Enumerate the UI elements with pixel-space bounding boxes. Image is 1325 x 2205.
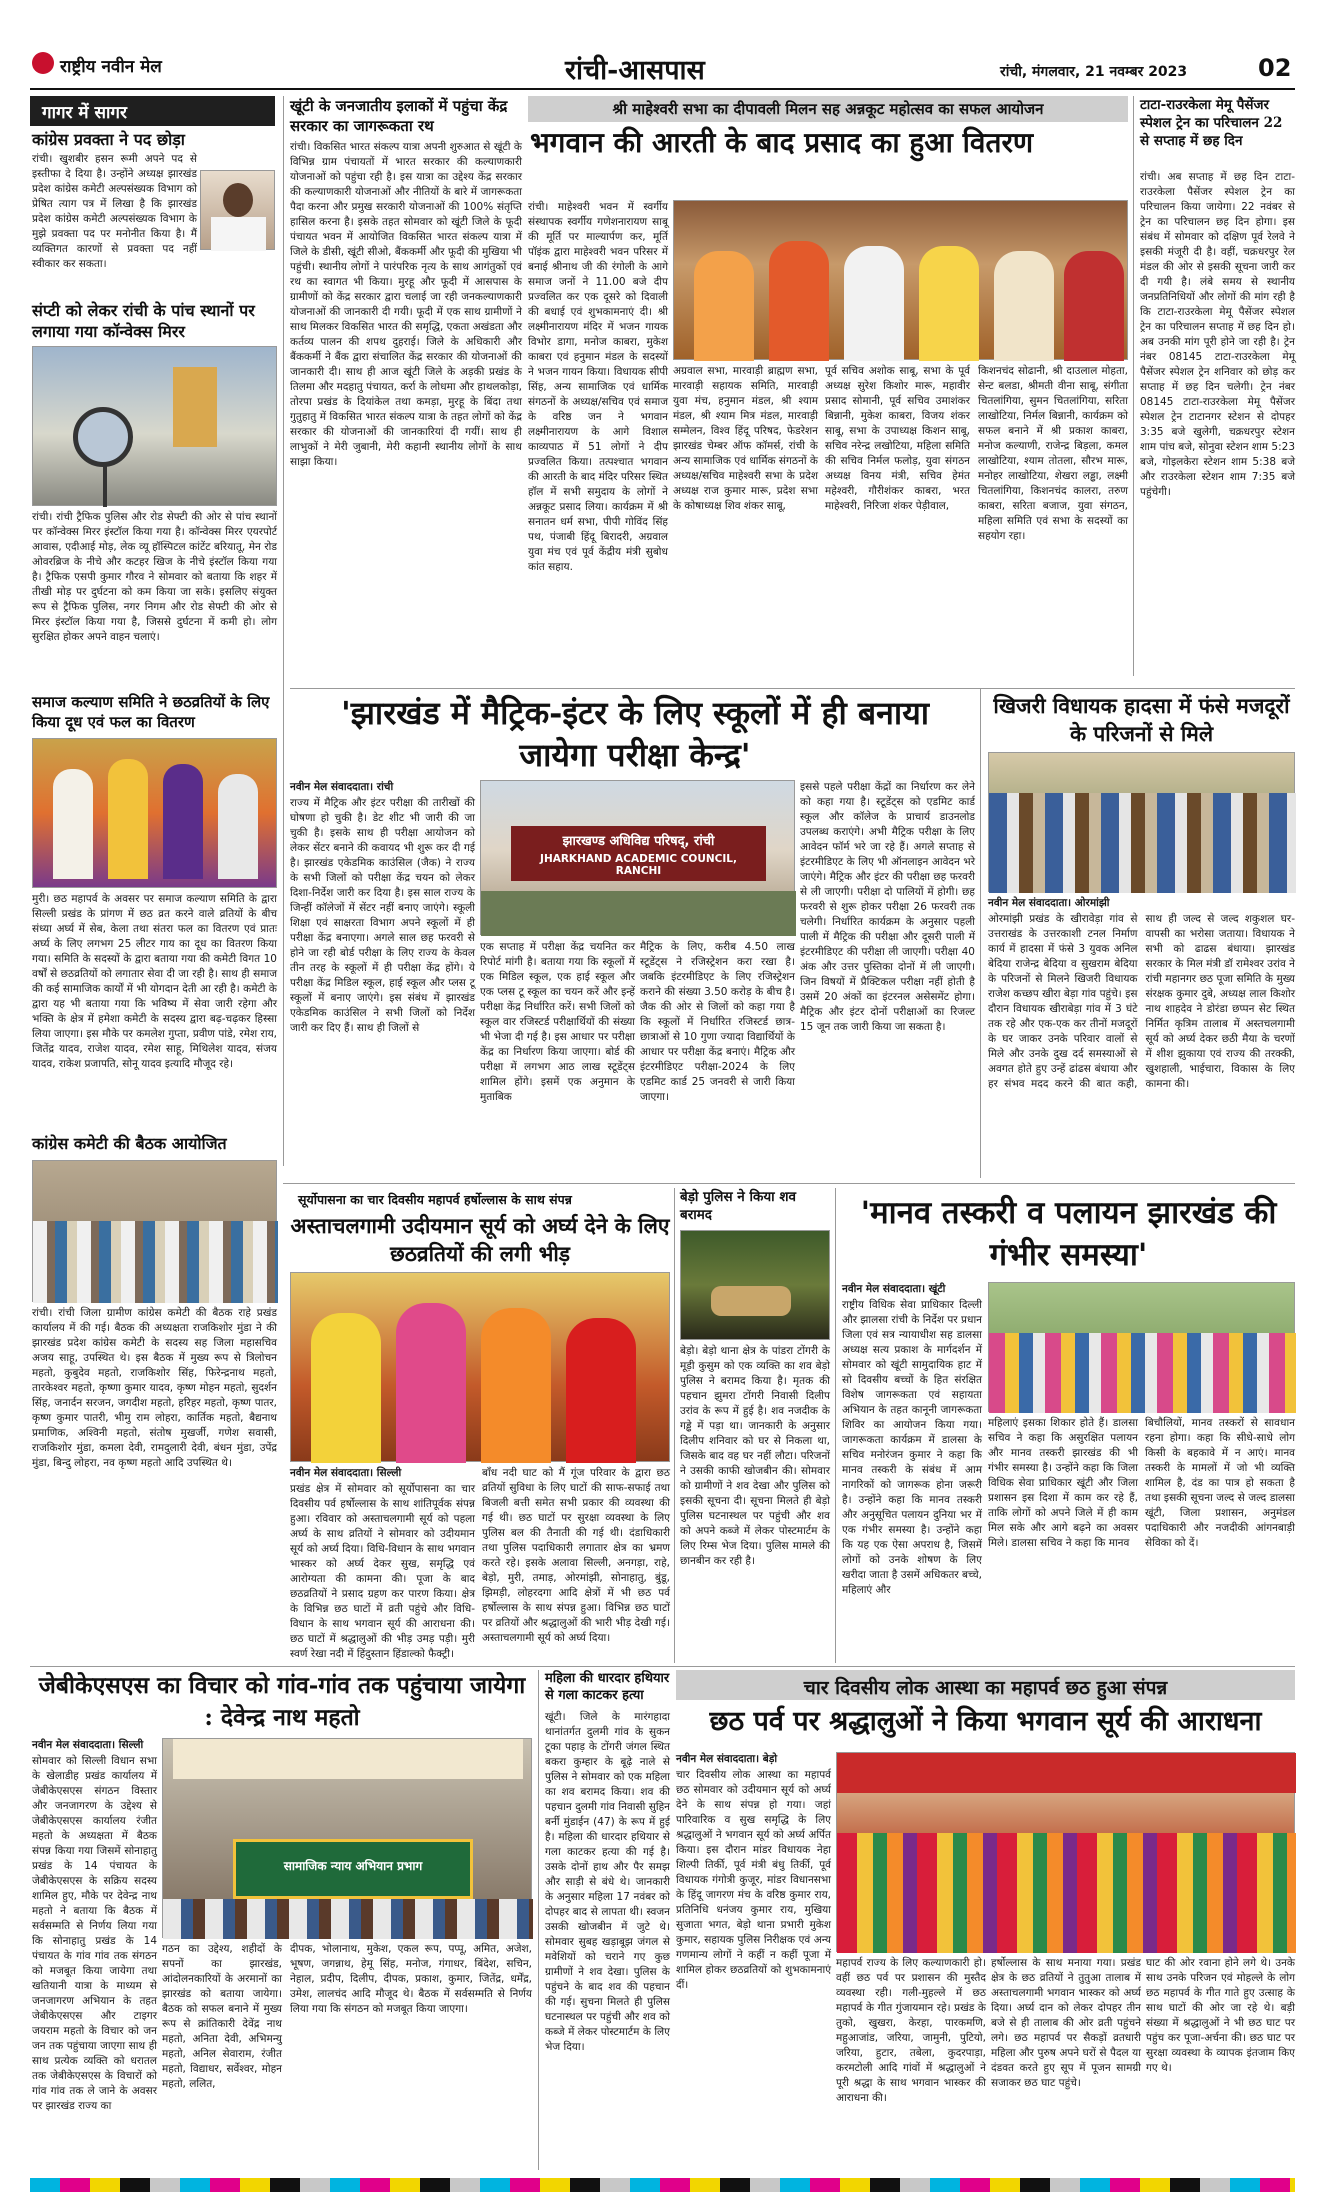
s4-headline: कांग्रेस कमेटी की बैठक आयोजित xyxy=(32,1134,227,1153)
bero-photo xyxy=(680,1230,830,1340)
s1-body: रांची। खुशबीर हसन रूमी अपने पद से इस्तीफा दे दिया है। उन्होंने अध्यक्ष झारखंड प्रदेश कांग्रेस कमेटी अल्पसंख्यक विभाग को प्रेषित त्याग पत्र में लिखा है कि झारखंड प्रदेश कांग्रेस कमेटी अल्पसंख्यक विभाग के मुझे प्रवक्ता पद पर मनोनीत किया है। मैं व्यक्तिगत कारणों से प्रवक्ता पद नहीं स्वीकार कर सकता। xyxy=(32,153,197,270)
fruit-distribution-photo xyxy=(32,738,277,888)
s2-headline: संप्टी को लेकर रांची के पांच स्थानों पर लगाया गया कॉन्वेक्स मिरर xyxy=(32,301,255,341)
trafficking-body-c: बिचौलियों, मानव तस्करों से सावधान रहना होगा। कहा कि सीधे-साधे लोग किसी के बहकावे में न आएं। मानव तस्करी के मामलों में जो भी व्यक्ति शामिल है, दंड का पात्र हो सकता है तथा इसकी सूचना जल्द से जल्द डालसा खूंटी, जिला प्रशासन, अनुमंडल पदाधिकारी और नजदीकी आंगनबाड़ी सेविका को दें। xyxy=(1145,1417,1295,1549)
lead-body-a: राज्य में मैट्रिक और इंटर परीक्षा की तारीखों की घोषणा हो चुकी है। डेट शीट भी जारी की जा चुकी है। इसके साथ ही परीक्षा आयोजन को लेकर सेंटर बनाने की कवायद भी शुरू कर दी गई है। झारखंड एकेडमिक काउंसिल (जैक) ने राज्य के सभी जिलों को परीक्षा केंद्र चयन को लेकर दिशा-निर्देश जारी कर दिया है। इस साल राज्य के जिन्हीं कॉलेजों में सेंटर नहीं बनाए जाएंगे। स्कूली शिक्षा एवं साक्षरता विभाग अपने स्कूलों में ही परीक्षा केंद्र बनाएगा। अगले साल छह फरवरी से होने जा रही बोर्ड परीक्षा के लिए राज्य के केवल तीन तरह के स्कूलों में ही परीक्षा केंद्र होंगे। ये परीक्षा केंद्र मिडिल स्कूल, हाई स्कूल और प्लस टू स्कूलों में बनाए जाएंगे। इस संबंध में झारखंड एकेडमिक काउंसिल ने सभी जिलों को निर्देश जारी कर दिए हैं। साथ ही जिलों से xyxy=(290,797,475,1034)
portrait-photo xyxy=(200,170,275,250)
s1-headline: कांग्रेस प्रवक्ता ने पद छोड़ा xyxy=(32,130,185,149)
lead-body-b: एक सप्ताह में परीक्षा केंद्र चयनित कर रिपोर्ट मांगी है। बताया गया कि स्कूलों में एक मिडिल स्कूल, एक हाई स्कूल और एक प्लस टू स्कूल का चयन करें और इन्हें परीक्षा केंद्र निर्धारित करें। सभी जिलों को स्कूल वार रजिस्टर्ड परीक्षार्थियों की संख्या भी भेजा दी गई है। इस आधार पर परीक्षा केंद्र का निर्धारण किया जाएगा। बोर्ड की परीक्षा में लगभग आठ लाख स्टूडेंट्स शामिल होंगे। इसमें एक अनुमान के मुताबिक xyxy=(480,941,635,1103)
maheshwari-body-mid: अग्रवाल सभा, मारवाड़ी ब्राह्मण सभा, मारवाड़ी सहायक समिति, मारवाड़ी युवा मंच, हनुमान मंडल, श्री श्याम मंडल, श्री श्याम मित्र मंडल, मारवाड़ी सम्मेलन, विश्व हिंदू परिषद, फेडरेशन झारखंड चेम्बर ऑफ कॉमर्स, रांची के अन्य सामाजिक एवं धार्मिक संगठनों के अध्यक्ष/सचिव माहेश्वरी सभा के प्रदेश अध्यक्ष राज कुमार मारू, प्रदेश सभा के कोषाध्यक्ष शिव शंकर साबू, xyxy=(673,365,818,512)
chhath2-body-a: चार दिवसीय लोक आस्था का महापर्व छठ सोमवार को उदीयमान सूर्य को अर्घ्य देने के साथ संपन्न हो गया। जहां पारिवारिक व सुख समृद्धि के लिए श्रद्धालुओं ने भगवान सूर्य को अर्घ्य अर्पित किया। इस दौरान मांडर विधायक नेहा शिल्पी तिर्की, पूर्व मंत्री बंधु तिर्की, पूर्व विधायक गंगोत्री कुजूर, मांडर विधानसभा के हिंदू जागरण मंच के वरिष्ठ कुमार राय, प्रतिनिधि धनंजय कुमार राय, मुखिया सुजाता भगत, बेड़ो थाना प्रभारी मुकेश कुमार, सहायक पुलिस निरीक्षक एवं अन्य गणमान्य लोगों ने कहीं न कहीं पूजा में शामिल होकर छठव्रतियों को शुभकामनाएं दीं। xyxy=(676,1769,831,1991)
murder-headline: महिला की धारदार हथियार से गला काटकर हत्या xyxy=(545,1671,670,1703)
chhath2-body-c: हर्षोल्लास के साथ मनाया गया। प्रखंड क्षेत्र के छठ व्रतियों ने तुतुआ तालाब में अस्ताचलगामी भगवान भास्कर को अर्घ्य दिया। अर्घ्य दान को लेकर दोपहर तीन बजे से ही तालाब की ओर व्रती पहुंचने लगे। छठ महापर्व पर सैकड़ों व्रतधारी महिला और पुरुष अपने घरों से पैदल या दंडवत करते हुए सूप में पूजन सामग्री सजाकर छठ घाट पहुंचे। xyxy=(991,1957,1141,2089)
s3-body: मुरी। छठ महापर्व के अवसर पर समाज कल्याण समिति के द्वारा सिल्ली प्रखंड के प्रांगण में छठ व्रत करने वाले व्रतियों के बीच संध्या अर्घ्य में सेब, केला तथा संतरा फल का वितरण एवं प्रातः अर्घ्य के लिए लगभग 25 लीटर गाय का दूध का वितरण किया गया। समिति के सदस्यों के द्वारा बताया गया की कमेटी विगत 10 वर्षों से छठव्रतियों को लगातार सेवा दी जा रही है। साथ ही समाज की कई सामाजिक कार्यों में भी योगदान देती आ रही है। कमेटी के द्वारा यह भी बताया गया कि भविष्य में सेवा जारी रहेगा और भक्ति के क्षेत्र में हमेशा कमेटी के सदस्य द्वारा बढ़-चढ़कर हिस्सा लिया जाएगा। इस मौके पर कमलेश गुप्ता, प्रवीण पांडे, रमेश राय, जितेंद्र यादव, राजेश यादव, रमेश साहू, मिथिलेश यादव, संजय यादव, राकेश प्रजापति, सोनू यादव इत्यादि मौजूद रहे। xyxy=(32,893,277,1070)
chhath2-body-b: महापर्व राज्य के लिए कल्याणकारी हो। वहीं छठ पर्व पर प्रशासन की मुस्तैद व्यवस्था रही। गली-मुहल्ले में छठ महापर्व के गीत गुंजायमान रहे। प्रखंड के तुको, खुखरा, केरहा, पारकमणि, महुआजांड, जरिया, जामुनी, पुटियो, जरिया, हुटार, तबेला, कुदरपाड़ा, करमटोली आदि गांवों में श्रद्धालुओं ने पूरी श्रद्धा के साथ भगवान भास्कर की आराधना की। xyxy=(836,1957,986,2104)
header-rule xyxy=(30,88,1295,90)
chhath-body-a: प्रखंड क्षेत्र में सोमवार को सूर्योपासना का चार दिवसीय पर्व हर्षोल्लास के साथ शांतिपूर्वक संपन्न हुआ। रविवार को अस्ताचलगामी सूर्य को पहला अर्घ्य के साथ व्रतियों ने सोमवार को उदीयमान सूर्य को अर्घ्य दिया। विधि-विधान के साथ भगवान भास्कर को अर्घ्य देकर सुख, समृद्धि एवं आरोग्यता की कामना की। पूजा के बाद छठव्रतियों ने प्रसाद ग्रहण कर पारण किया। क्षेत्र के विभिन्न छठ घाटों में व्रती पहुंचे और विधि-विधान के साथ भगवान सूर्य की आराधना की। छठ घाटों में श्रद्धालुओं की भीड़ उमड़ पड़ी। मुरी स्वर्ण रेखा नदी में हिंदुस्तान हिंडाल्को फैक्ट्री। xyxy=(290,1483,475,1660)
maheshwari-headline: भगवान की आरती के बाद प्रसाद का हुआ वितरण xyxy=(530,126,1034,159)
trafficking-photo xyxy=(988,1282,1295,1412)
lead-body-d: इससे पहले परीक्षा केंद्रों का निर्धारण कर लेने को कहा गया है। स्टूडेंट्स को एडमिट कार्ड स्कूल और कॉलेज के प्राचार्य डाउनलोड उपलब्ध कराएंगे। अभी मैट्रिक परीक्षा के लिए आवेदन फॉर्म भरे जा रहे हैं। अगले सप्ताह से इंटरमीडिएट के लिए भी ऑनलाइन आवेदन भरे जाएंगे। मैट्रिक और इंटर की परीक्षा छह फरवरी से ली जाएगी। परीक्षा दो पालियों में होगी। छह फरवरी से शुरू होकर परीक्षा 26 फरवरी तक चलेगी। निर्धारित कार्यक्रम के अनुसार पहली पाली में मैट्रिक की परीक्षा और दूसरी पाली में इंटरमीडिएट की परीक्षा ली जाएगी। परीक्षा 40 अंक और उत्तर पुस्तिका दोनों में ली जाएगी। जिन विषयों में प्रैक्टिकल परीक्षा नहीं होती है उसमें 20 अंकों का इंटरनल असेसमेंट होगा। मैट्रिक और इंटर दोनों परीक्षाओं का रिजल्ट 15 जून तक जारी किया जा सकता है। xyxy=(800,781,975,1033)
s2-body: रांची। रांची ट्रैफिक पुलिस और रोड सेफ्टी की ओर से पांच स्थानों पर कॉन्वेक्स मिरर इंस्टॉल किया गया है। कॉन्वेक्स मिरर एयरपोर्ट आवास, एदीआई मोड़, लेक व्यू हॉस्पिटल कांटेंट बरियातू, मेन रोड ओवरब्रिज के नीचे और कटहर खिज के नीचे इंस्टॉल किया गया है। ट्रैफिक एसपी कुमार गौरव ने सोमवार को बताया कि शहर में तीखी मोड़ पर दुर्घटना को कम किया जा सके। इसलिए संयुक्त रूप से ट्रैफिक पुलिस, नगर निगम और रोड सेफ्टी की ओर से मिरर इंस्टॉल किया गया है, जिससे दुर्घटना में कमी हो। लोग सुरक्षित होकर अपने वाहन चलाएं। xyxy=(32,511,277,643)
dateline: रांची, मंगलवार, 21 नवम्बर 2023 xyxy=(1000,64,1188,80)
maheshwari-photo xyxy=(673,200,1128,360)
train-headline: टाटा-राउरकेला मेमू पैसेंजर स्पेशल ट्रेन का परिचालन 22 से सप्ताह में छह दिन xyxy=(1140,97,1283,149)
chhath-byline: नवीन मेल संवाददाता। सिल्ली xyxy=(290,1467,402,1479)
paper-name: राष्ट्रीय नवीन मेल xyxy=(60,57,162,77)
mirror-photo xyxy=(32,346,277,506)
s3-headline: समाज कल्याण समिति ने छठव्रतियों के लिए किया दूध एवं फल का वितरण xyxy=(32,693,270,731)
page-title: रांची-आसपास xyxy=(565,55,705,86)
jbkss-body-b: गठन का उद्देश्य, शहीदों के सपनों का झारखंड, आंदोलनकारियों के अरमानों का झारखंड को बताया जायेगा। बैठक को सफल बनाने में मुख्य रूप से क्रांतिकारी देवेंद्र नाथ महतो, अनिता देवी, अभिमन्यु महतो, अनिल सेवाराम, रंजीत महतो, विद्याधर, सर्वेश्वर, मोहन महतो, ललित, xyxy=(162,1943,282,2090)
maheshwari-body-far: किशनचंद सोढानी, श्री दाउलाल मोहता, सेन्ट बलडा, श्रीमती वीना साबू, संगीता चितलांगिया, सुमन चितलांगिया, सरिता लाखोटिया, निर्मल बिन्नानी, कार्यक्रम को सफल बनाने में श्री प्रकाश काबरा, मनोज कल्याणी, राजेन्द्र बिड़ला, कमल लाखोटिया, श्याम तोतला, सौरभ मारू, मनोहर लाखोटिया, शेखरा लड्ढा, लक्ष्मी चितलांगिया, किशनचंद कालरा, तरुण काबरा, सरिता बजाज, युवा संगठन, महिला समिति एवं सभा के सदस्यों का सहयोग रहा। xyxy=(978,365,1128,542)
lead-body-c: मैट्रिक के लिए, करीब 4.50 लाख स्टूडेंट्स ने रजिस्ट्रेशन करा रखा है। जबकि इंटरमीडिएट के लिए रजिस्ट्रेशन कराने की संख्या 3.50 करोड़ के बीच है। जैक की ओर से जिलों को कहा गया है कि स्कूलों में निर्धारित रजिस्टर्ड छात्र-छात्राओं से 10 गुणा ज्यादा विद्यार्थियों के आधार पर परीक्षा केंद्र बनाएं। मैट्रिक और इंटरमीडिएट परीक्षा-2024 के लिए एडमिट कार्ड 25 जनवरी से जारी किया जाएगा। xyxy=(640,941,795,1103)
jbkss-body-a: सोमवार को सिल्ली विधान सभा के खेलाडीह प्रखंड कार्यालय में जेबीकेएसएस संगठन विस्तार और जनजागरण के उद्देश्य से जेबीकेएसएस कार्यालय रंजीत महतो के अध्यक्षता में बैठक संपन्न किया गया जिसमें सोनाहातु प्रखंड के 14 पंचायत के जेबीकेएसएस के सक्रिय सदस्य शामिल हुए, मौके पर देवेन्द्र नाथ महतो ने बताया कि बैठक में सर्वसम्मति से निर्णय लिया गया कि सोनाहातु प्रखंड के 14 पंचायत के गांव गांव तक संगठन को मजबूत किया जायेगा तथा खतियानी यात्रा के माध्यम से जनजागरण अभियान के तहत जेबीकेएसएस और टाइगर जयराम महतो के विचार को जन जन तक पहुंचाया जाएगा साथ ही साथ प्रत्येक व्यक्ति को धरातल तक जेबीकेएसएस के विचारों को गांव गांव तक ले जाने के अवसर पर झारखंड राज्य का xyxy=(32,1755,157,2112)
maheshwari-body-left: रांची। माहेश्वरी भवन में स्वर्गीय संस्थापक स्वर्गीय गणेशनारायण साबू की मूर्ति पर माल्यार्पण कर, मूर्ति पॉइंक द्वारा माहेश्वरी भवन परिसर में बनाई श्रीनाथ जी की रंगोली के आगे समाज जनों ने 11.00 बजे दीप प्रज्वलित कर एक दूसरे को दिवाली की बधाई एवं शुभकामनाएं दी। श्री लक्ष्मीनारायण मंदिर में भजन गायक विभोर डागा, मनोज काबरा, मुकेश काबरा एवं हनुमान मंडल के सदस्यों ने भजन गायन किया। विधायक सीपी सिंह, अन्य सामाजिक एवं धार्मिक संगठनों के अध्यक्ष/सचिव एवं समाज के वरिष्ठ जन ने भगवान लक्ष्मीनारायण के आगे विशाल काव्यपाठ में 51 लोगों ने दीप प्रज्वलित किया। तत्पश्चात भगवान की आरती के बाद मंदिर परिसर स्थित हॉल में सभी समुदाय के लोगों ने अन्नकूट प्रसाद लिया। कार्यक्रम में श्री सनातन धर्म सभा, पीपी गोविंद सिंह पथ, पंजाबी हिंदू बिरादरी, अग्रवाल युवा मंच एवं पूर्व केंद्रीय मंत्री सुबोध कांत सहाय. xyxy=(528,201,668,573)
maheshwari-body-right: पूर्व सचिव अशोक साबू, सभा के पूर्व अध्यक्ष सुरेश किशोर मारू, महावीर प्रसाद सोमानी, पूर्व सचिव उमाशंकर बिन्नानी, मुकेश काबरा, विजय शंकर साबू, सभा के उपाध्यक्ष किशन साबू, सचिव नरेन्द्र लखोटिया, महिला समिति की सचिव निर्मल फलोड़, युवा संगठन अध्यक्ष विनय मंत्री, सचिव हेमंत महेश्वरी, गौरीशंकर काबरा, भरत माहेश्वरी, निरिजा शंकर पेड़ीवाल, xyxy=(825,365,970,512)
jbkss-banner-text: सामाजिक न्याय अभियान प्रभाग xyxy=(283,1859,423,1873)
trafficking-body-b: महिलाएं इसका शिकार होते हैं। डालसा सचिव ने कहा कि असुरक्षित पलायन और मानव तस्करी झारखंड की भी गंभीर समस्या है। उन्होंने कहा कि जिला विधिक सेवा प्राधिकार खूंटी और जिला प्रशासन इस दिशा में काम कर रहे हैं, ताकि लोगों को अपने जिले में ही काम मिल सके और आगे बढ़ने का अवसर मिले। डालसा सचिव ने कहा कि मानव xyxy=(988,1417,1138,1549)
khijri-photo xyxy=(988,752,1295,892)
jac-sign-hindi: झारखण्ड अधिविद्य परिषद्, रांची xyxy=(562,834,715,849)
trafficking-headline: 'मानव तस्करी व पलायन झारखंड की गंभीर समस्या' xyxy=(860,1195,1277,1273)
page-number: 02 xyxy=(1258,54,1292,82)
color-strip xyxy=(30,2178,1295,2192)
murder-body: खूंटी। जिले के मारंगहादा थानांतर्गत दुलमी गांव के सुकन टूका पहाड़ के टोंगरी जंगल स्थित बकरा कुम्हार के बूढ़े नाले से पुलिस ने सोमवार को एक महिला का शव बरामद किया। शव की पहचान दुलमी गांव निवासी सुहिन बर्नी मुंडाईन (47) के रूप में हुई है। महिला की धारदार हथियार से गला काटकर हत्या की गई है। उसके दोनों हाथ और पैर समझ और साड़ी से बंधे थे। जानकारी के अनुसार महिला 17 नवंबर को दोपहर बाद से लापता थी। स्वजन उसकी खोजबीन में जुटे थे। सोमवार सुबह खड़ाबूझ जंगल से मवेशियों को चराने गए कुछ ग्रामीणों ने शव देखा। पुलिस के पहुंचने के बाद शव की पहचान की गई। सुचना मिलते ही पुलिस घटनास्थल पर पहुंची और शव को कब्जे में लेकर पोस्टमार्टम के लिए भेज दिया। xyxy=(545,1711,670,2053)
chhath-photo xyxy=(290,1272,670,1462)
khijri-body: ओरमांझी प्रखंड के खीरावेड़ा गांव से उत्तराखंड के उत्तरकाशी टनल निर्माण कार्य में हादसा में फंसे 3 युवक अनिल बेदिया राजेन्द्र बेदिया व सुखराम बेदिया के परिजनों से मिलने खिजरी विधायक राजेश कच्छप खीरा बेड़ा गांव पहुंचे। इस दौरान विधायक खीराबेड़ा गांव में 3 घंटे तक रहे और एक-एक कर तीनों मजदूरों के घर जाकर उनके परिवार वालों से मिले और उनके दुख दर्द समस्याओं से अवगत होते हुए उन्हें ढांढस बंधाया और हर संभव मदद करने की बात कही, साथ ही जल्द से जल्द शकुशल घर-वापसी का भरोसा जताया। विधायक ने सभी को ढाढस बंधाया। झारखंड सरकार के मिल मंत्री डॉ रामेश्वर उरांव ने रांची महानगर छठ पूजा समिति के मुख्य संरक्षक कुमार दुबे, अध्यक्ष लाल किशोर नाथ शाहदेव ने डोरंडा छप्पन सेट स्थित निर्मित कृत्रिम तालाब में अस्तचलगामी सूर्य को अर्घ्य देकर छठी मैया के चरणों में शीश झुकाया एवं राज्य की तरक्की, खुशहाली, भाईचारा, विकास के लिए कामना की। xyxy=(988,913,1295,1090)
chhath-kicker: सूर्योपासना का चार दिवसीय महापर्व हर्षोल्लास के साथ संपन्न xyxy=(290,1188,670,1210)
jbkss-photo xyxy=(162,1738,532,1938)
bero-headline: बेड़ो पुलिस ने किया शव बरामद xyxy=(680,1189,797,1223)
chhath-headline: अस्ताचलगामी उदीयमान सूर्य को अर्घ्य देने के लिए छठव्रतियों की लगी भीड़ xyxy=(290,1213,670,1266)
section-banner: गागर में सागर xyxy=(30,96,275,126)
chhath2-body-d: घाट की ओर रवाना होने लगे थे। उनके साथ उनके परिजन एवं मोहल्ले के लोग छठ महापर्व के गीत गाते हुए उत्साह के साथ घाटों की ओर जा रहे थे। बड़ी संख्या में श्रद्धालुओं ने भी छठ घाट पर पहुंच कर पूजा-अर्चना की। छठ घाट पर सुरक्षा व्यवस्था के व्यापक इंतजाम किए गए थे। xyxy=(1146,1957,1295,2074)
congress-meeting-photo xyxy=(32,1160,277,1302)
lead-byline: नवीन मेल संवाददाता। रांची xyxy=(290,781,394,793)
paper-logo xyxy=(32,52,54,74)
chhath2-banner: चार दिवसीय लोक आस्था का महापर्व छठ हुआ संपन्न xyxy=(676,1670,1295,1700)
train-body: रांची। अब सप्ताह में छह दिन टाटा-राउरकेला पैसेंजर स्पेशल ट्रेन का परिचालन किया जायेगा। 22 नवंबर से ट्रेन का परिचालन छह दिन होगा। इस संबंध में सोमवार को दक्षिण पूर्व रेलवे ने इसकी मंजूरी दी है। वहीं, चक्रधरपुर रेल मंडल की ओर से इसकी सूचना जारी कर दी गयी है। लंबे समय से स्थानीय जनप्रतिनिधियों और लोगों की मांग रही है कि टाटा-राउरकेला मेमू पैसेंजर स्पेशल ट्रेन का परिचालन सप्ताह में छह दिन हो। अब उनकी मांग पूरी होने जा रही है। ट्रेन नंबर 08145 टाटा-राउरकेला मेमू पैसेंजर स्पेशल ट्रेन शनिवार को छोड़ कर सप्ताह में छह दिन चलेगी। ट्रेन नंबर 08145 टाटा-राउरकेला मेमू पैसेंजर स्पेशल ट्रेन टाटानगर स्टेशन से दोपहर 3:35 बजे खुलेगी, चक्रधरपुर स्टेशन शाम पांच बजे, सोनुवा स्टेशन शाम 5:23 बजे, गोइलकेरा स्टेशन शाम 5:38 बजे और राउरकेला स्टेशन शाम 7:35 बजे पहुंचेगी। xyxy=(1140,171,1295,498)
jac-sign-english: JHARKHAND ACADEMIC COUNCIL, RANCHI xyxy=(540,853,737,877)
s4-body: रांची। रांची जिला ग्रामीण कांग्रेस कमेटी की बैठक राहे प्रखंड कार्यालय में की गई। बैठक की अध्यक्षता राजकिशोर मुंडा ने की झारखंड प्रदेश कांग्रेस कमेटी के सदस्य सह जिला महासचिव अजय साहू, उपस्थित थे। इस बैठक में मुख्य रूप से त्रिलोचन महतो, कुबुदेव महतो, राजकिशोर सिंह, फिरेन्द्रनाथ महतो, तारकेश्वर महतो, कृष्णा कुमार यादव, कृष्ण मोहन महतो, सुदर्शन सिंह, जनार्दन सरजन, जगदीश महतो, हरिहर महतो, कृष्ण पातर, कृष्ण कुमार पातरी, भीमु राम लोहरा, कार्तिक महतो, बैद्यनाथ प्रमाणिक, अश्विनी महतो, संतोष मुखर्जी, गणेश सवासी, राजकिशोर मुंडा, कमला देवी, रामदुलारी देवी, बंधन मुंडा, उपेंद्र मुंडा, बिन्दु लोहरा, नव कृष्ण महतो आदि उपस्थित थे। xyxy=(32,1307,277,1469)
c2-body: रांची। विकसित भारत संकल्प यात्रा अपनी शुरुआत से खूंटी के विभिन्न ग्राम पंचायतों में भारत सरकार की कल्याणकारी योजनाओं को पहुंचा रही है। इस यात्रा का उद्देश्य केंद्र सरकार की कल्याणकारी योजनाओं और नीतियों के बारे में जागरूकता पैदा करना और प्रमुख सरकारी योजनाओं की 100% संतृप्ति हासिल करना है। इसके तहत सोमवार को खूंटी जिले के फूदी पंचायत भवन में आयोजित विकसित भारत संकल्प यात्रा में जिले के डीसी, खूंटी सीओ, बैंककर्मी और फूदी की मुखिया भी पहुंची। स्थानीय लोगों ने पारंपरिक नृत्य के साथ आगंतुकों एवं रथ का स्वागत भी किया। मुरहू और फूदी में आसपास के ग्रामीणों को केंद्र सरकार द्वारा चलाई जा रही जनकल्याणकारी योजनाओं की जानकारी दी गयी। फूदी में एक साथ ग्रामीणों ने साथ मिलकर विकसित भारत की समृद्धि, एकता अखंडता और कर्तव्य पालन की शपथ दुहराई। जिले के अधिकारी और बैंककर्मी ने बैंक द्वारा संचालित केंद्र सरकार की योजनाओं की जानकारी दी। साथ ही आज खूंटी जिले के अड़की प्रखंड के तिलमा और मदहातु पंचायत, कर्रा के लोधमा और हाथलकोड़ा, तोरपा प्रखंड के दियांकेल तथा कमड़ा, मुरहू के बिंदा तथा गुतुहातु में विकसित भारत संकल्प यात्रा के तहत लोगों को केंद्र सरकार की योजनाओं की जानकारियां दी गयीं। साथ ही लाभुकों ने मेरी जुबानी, मेरी कहानी स्थानीय लोगों के साथ साझा किया। xyxy=(290,141,522,468)
chhath2-headline: छठ पर्व पर श्रद्धालुओं ने किया भगवान सूर्य की आराधना xyxy=(709,1706,1262,1737)
trafficking-byline: नवीन मेल संवाददाता। खूंटी xyxy=(842,1283,946,1295)
khijri-headline: खिजरी विधायक हादसा में फंसे मजदूरों के परिजनों से मिले xyxy=(993,693,1290,746)
jbkss-byline: नवीन मेल संवाददाता। सिल्ली xyxy=(32,1739,144,1751)
khijri-byline: नवीन मेल संवाददाता। ओरमांझी xyxy=(988,897,1110,909)
maheshwari-banner: श्री माहेश्वरी सभा का दीपावली मिलन सह अन्नकूट महोत्सव का सफल आयोजन xyxy=(528,96,1128,122)
chhath2-byline: नवीन मेल संवाददाता। बेड़ो xyxy=(676,1753,778,1765)
jbkss-headline: जेबीकेएसएस का विचार को गांव-गांव तक पहुंचाया जायेगा : देवेन्द्र नाथ महतो xyxy=(38,1672,526,1731)
chhath2-photo xyxy=(836,1752,1295,1952)
chhath-body-b: बाँध नदी घाट को मैं गूंज परिवार के द्वारा छठ व्रतियों सुविधा के लिए घाटों की साफ-सफाई तथा बिजली बत्ती समेत सभी प्रकार की व्यवस्था की गई थी। छठ घाटों पर सुरक्षा व्यवस्था के लिए पुलिस बल की तैनाती की गई थी। दंडाधिकारी तथा पुलिस पदाधिकारी लगातार क्षेत्र का भ्रमण करते रहे। इसके अलावा सिल्ली, अनगड़ा, राहे, बेड़ो, मुरी, तमाड़, ओरमांझी, सोनाहातु, बुंडू, झिमड़ी, लोहरदगा आदि क्षेत्रों में भी छठ पर्व हर्षोल्लास के साथ संपन्न हुआ। विभिन्न छठ घाटों पर व्रतियों और श्रद्धालुओं की भारी भीड़ देखी गई। अस्ताचलगामी सूर्य को अर्घ्य दिया। xyxy=(482,1467,670,1644)
bero-body: बेड़ो। बेड़ो थाना क्षेत्र के पांडरा टोंगरी के मूड़ी कुसुम को एक व्यक्ति का शव बेड़ो पुलिस ने बरामद किया है। मृतक की पहचान झुमरा टोंगरी निवासी दिलीप उरांव के रूप में हुई है। शव नजदीक के गड्ढे में पड़ा था। जानकारी के अनुसार दिलीप शनिवार को घर से निकला था, जिसके बाद वह घर नहीं लौटा। परिजनों ने उसकी काफी खोजबीन की। सोमवार को ग्रामीणों ने शव देखा और पुलिस को इसकी सूचना दी। सूचना मिलते ही बेड़ो पुलिस घटनास्थल पर पहुंची और शव को अपने कब्जे में लेकर पोस्टमार्टम के लिए रिम्स भेज दिया। पुलिस मामले की छानबीन कर रही है। xyxy=(680,1345,830,1567)
jbkss-body-c: दीपक, भोलानाथ, मुकेश, एकल रूप, पप्पू, अमित, अजेश, भूषण, जगन्नाथ, हेमू सिंह, मनोज, गंगाधर, बिंदेश, सचिन, नेहाल, प्रदीप, दिलीप, दीपक, प्रकाश, कुमार, जितेंद्र, धर्मेंद्र, उमेश, लालचंद आदि मौजूद थे। बैठक में सर्वसम्मति से निर्णय लिया गया कि संगठन को मजबूत किया जाएगा। xyxy=(290,1943,532,2015)
trafficking-body-a: राष्ट्रीय विधिक सेवा प्राधिकार दिल्ली और झालसा रांची के निर्देश पर प्रधान जिला एवं सत्र न्यायाधीश सह डालसा अध्यक्ष सत्य प्रकाश के मार्गदर्शन में सोमवार को खूंटी सामुदायिक हाट में सो दिवसीय बच्चों के हित संरक्षित विशेष जागरूकता एवं सहायता अभियान के तहत कानूनी जागरूकता शिविर का आयोजन किया गया। जागरूकता कार्यक्रम में डालसा के सचिव मनोरंजन कुमार ने कहा कि मानव तस्करी के संबंध में आम नागरिकों को जागरूक होना जरूरी है। उन्होंने कहा कि मानव तस्करी और अनुसूचित पलायन दुनिया भर में एक गंभीर समस्या है। उन्होंने कहा कि यह एक ऐसा अपराध है, जिसमें लोगों को उनके शोषण के लिए खरीदा जाता है उसमें अधिकतर बच्चे, महिलाएं और xyxy=(842,1299,983,1596)
c2-headline: खूंटी के जनजातीय इलाकों में पहुंचा केंद्र सरकार का जागरूकता रथ xyxy=(290,97,508,135)
jac-building-photo xyxy=(480,780,795,935)
lead-headline: 'झारखंड में मैट्रिक-इंटर के लिए स्कूलों में ही बनाया जायेगा परीक्षा केन्द्र' xyxy=(340,694,930,774)
